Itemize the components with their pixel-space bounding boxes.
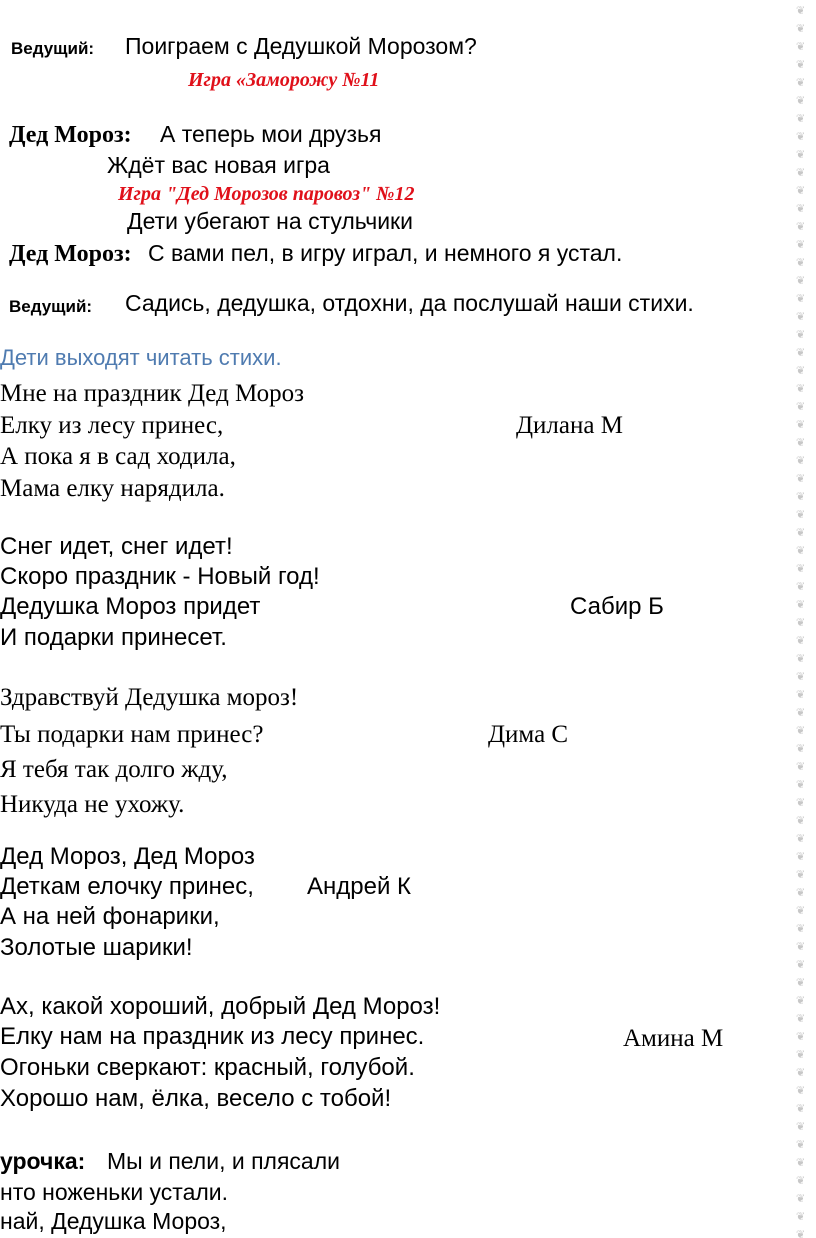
speaker-label: Ведущий: <box>11 39 95 58</box>
dialogue-line: Поиграем с Дедушкой Морозом? <box>125 33 477 59</box>
border-ornament-icon: ❦ <box>796 1120 806 1133</box>
border-ornament-icon: ❦ <box>796 310 806 323</box>
stage-direction: Дети убегают на стульчики <box>127 208 413 234</box>
speaker-label: Ведущий: <box>9 297 93 316</box>
poem-author: Андрей К <box>307 873 412 900</box>
border-ornament-icon: ❦ <box>796 562 806 575</box>
dialogue-line: най, Дедушка Мороз, <box>0 1208 227 1234</box>
border-ornament-icon: ❦ <box>796 166 806 179</box>
border-ornament-icon: ❦ <box>796 328 806 341</box>
border-ornament-icon: ❦ <box>796 580 806 593</box>
border-ornament-icon: ❦ <box>796 976 806 989</box>
dialogue-line: А теперь мои друзья <box>160 121 382 147</box>
border-ornament-icon: ❦ <box>796 454 806 467</box>
poem-line: А пока я в сад ходила, <box>0 443 236 470</box>
poem-line: Никуда не ухожу. <box>0 791 185 818</box>
border-ornament-icon: ❦ <box>796 292 806 305</box>
border-ornament-icon: ❦ <box>796 796 806 809</box>
poem-line: Мама елку нарядила. <box>0 475 225 502</box>
border-ornament-icon: ❦ <box>796 472 806 485</box>
speaker-label: урочка: <box>0 1148 86 1174</box>
border-ornament-icon: ❦ <box>796 220 806 233</box>
border-ornament-icon: ❦ <box>796 922 806 935</box>
border-ornament-icon: ❦ <box>796 688 806 701</box>
border-ornament-icon: ❦ <box>796 904 806 917</box>
poem-author: Дилана М <box>516 412 623 439</box>
poem-author: Дима С <box>488 721 569 748</box>
border-ornament-icon: ❦ <box>796 1156 806 1169</box>
border-ornament-icon: ❦ <box>796 652 806 665</box>
poem-line: Золотые шарики! <box>0 934 193 961</box>
section-heading: Дети выходят читать стихи. <box>0 345 282 370</box>
poem-line: Елку из лесу принес, <box>0 412 224 439</box>
game-title: Игра "Дед Морозов паровоз" №12 <box>118 183 415 205</box>
border-ornament-icon: ❦ <box>796 256 806 269</box>
poem-line: Елку нам на праздник из лесу принес. <box>0 1023 425 1050</box>
poem-line: Хорошо нам, ёлка, весело с тобой! <box>0 1085 392 1112</box>
border-ornament-icon: ❦ <box>796 148 806 161</box>
border-ornament-icon: ❦ <box>796 544 806 557</box>
poem-line: Дед Мороз, Дед Мороз <box>0 843 255 870</box>
poem-author: Сабир Б <box>570 593 664 620</box>
border-ornament-icon: ❦ <box>796 238 806 251</box>
border-ornament-icon: ❦ <box>796 76 806 89</box>
border-ornament-icon: ❦ <box>796 634 806 647</box>
speaker-label: Дед Мороз: <box>9 241 132 267</box>
border-ornament-icon: ❦ <box>796 1228 806 1238</box>
border-ornament-icon: ❦ <box>796 814 806 827</box>
border-ornament-icon: ❦ <box>796 1030 806 1043</box>
border-ornament-icon: ❦ <box>796 1012 806 1025</box>
poem-line: Здравствуй Дедушка мороз! <box>0 684 299 711</box>
border-ornament-icon: ❦ <box>796 886 806 899</box>
border-ornament-icon: ❦ <box>796 58 806 71</box>
poem-line: Снег идет, снег идет! <box>0 533 233 560</box>
border-ornament-icon: ❦ <box>796 4 806 17</box>
border-ornament-icon: ❦ <box>796 1048 806 1061</box>
border-ornament-icon: ❦ <box>796 670 806 683</box>
border-ornament-icon: ❦ <box>796 94 806 107</box>
poem-line: Я тебя так долго жду, <box>0 756 228 783</box>
border-ornament-icon: ❦ <box>796 40 806 53</box>
dialogue-line: Садись, дедушка, отдохни, да послушай наши стихи. <box>125 290 694 316</box>
border-ornament-icon: ❦ <box>796 778 806 791</box>
border-ornament-icon: ❦ <box>796 364 806 377</box>
border-ornament-icon: ❦ <box>796 598 806 611</box>
border-ornament-icon: ❦ <box>796 490 806 503</box>
poem-line: И подарки принесет. <box>0 624 227 651</box>
border-ornament-icon: ❦ <box>796 760 806 773</box>
border-ornament-icon: ❦ <box>796 1192 806 1205</box>
poem-line: Ах, какой хороший, добрый Дед Мороз! <box>0 993 441 1020</box>
poem-line: Огоньки сверкают: красный, голубой. <box>0 1054 415 1081</box>
border-ornament-icon: ❦ <box>796 202 806 215</box>
border-ornament-icon: ❦ <box>796 1102 806 1115</box>
border-ornament-icon: ❦ <box>796 1210 806 1223</box>
poem-author: Амина М <box>623 1025 724 1052</box>
border-ornament-icon: ❦ <box>796 1138 806 1151</box>
border-ornament-icon: ❦ <box>796 400 806 413</box>
dialogue-line: Мы и пели, и плясали <box>107 1148 340 1174</box>
border-ornament-icon: ❦ <box>796 112 806 125</box>
border-ornament-icon: ❦ <box>796 958 806 971</box>
dialogue-line: нто ноженьки устали. <box>0 1179 229 1205</box>
dialogue-line: С вами пел, в игру играл, и немного я устал. <box>148 240 623 266</box>
game-title: Игра «Заморожу №11 <box>188 69 380 91</box>
border-ornament-icon: ❦ <box>796 742 806 755</box>
border-ornament-icon: ❦ <box>796 436 806 449</box>
border-ornament-icon: ❦ <box>796 346 806 359</box>
border-ornament-icon: ❦ <box>796 940 806 953</box>
border-ornament-icon: ❦ <box>796 1174 806 1187</box>
decorative-border <box>790 0 816 1238</box>
border-ornament-icon: ❦ <box>796 526 806 539</box>
dialogue-line: Ждёт вас новая игра <box>107 152 330 178</box>
speaker-label: Дед Мороз: <box>9 122 132 148</box>
border-ornament-icon: ❦ <box>796 22 806 35</box>
border-ornament-icon: ❦ <box>796 274 806 287</box>
border-ornament-icon: ❦ <box>796 1066 806 1079</box>
border-ornament-icon: ❦ <box>796 508 806 521</box>
border-ornament-icon: ❦ <box>796 382 806 395</box>
border-ornament-icon: ❦ <box>796 418 806 431</box>
border-ornament-icon: ❦ <box>796 994 806 1007</box>
poem-line: Мне на праздник Дед Мороз <box>0 380 305 407</box>
border-ornament-icon: ❦ <box>796 130 806 143</box>
border-ornament-icon: ❦ <box>796 184 806 197</box>
border-ornament-icon: ❦ <box>796 616 806 629</box>
border-ornament-icon: ❦ <box>796 706 806 719</box>
border-ornament-icon: ❦ <box>796 868 806 881</box>
border-ornament-icon: ❦ <box>796 832 806 845</box>
border-ornament-icon: ❦ <box>796 724 806 737</box>
border-ornament-icon: ❦ <box>796 850 806 863</box>
border-ornament-icon: ❦ <box>796 1084 806 1097</box>
poem-line: Дедушка Мороз придет <box>0 593 261 620</box>
poem-line: Ты подарки нам принес? <box>0 721 264 748</box>
poem-line: Скоро праздник - Новый год! <box>0 563 320 590</box>
poem-line: А на ней фонарики, <box>0 903 220 930</box>
poem-line: Деткам елочку принес, <box>0 873 254 900</box>
